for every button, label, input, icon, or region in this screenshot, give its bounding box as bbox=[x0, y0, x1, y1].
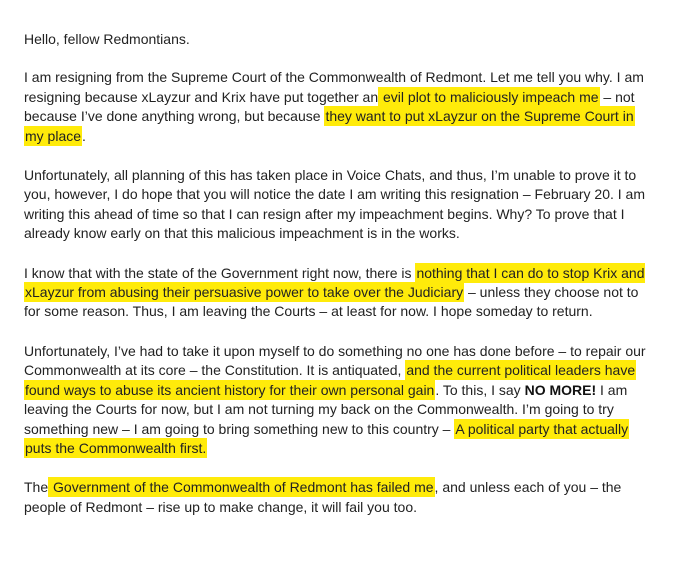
paragraph-constitution bbox=[24, 342, 654, 458]
paragraph-text: . bbox=[82, 127, 86, 144]
highlight: evil plot to maliciously impeach me bbox=[379, 88, 599, 105]
paragraph-resignation bbox=[24, 68, 654, 146]
paragraph-text: I am resigning from the Supreme Court of the Commonwealth of Redmont. Let me tell you why. I am resigning because xLayzur and Krix have put together an bbox=[24, 69, 644, 105]
highlight: A political party that actually puts the Commonwealth first. bbox=[25, 420, 629, 456]
paragraph-text: The bbox=[24, 479, 49, 496]
paragraph-text: . To this, I say bbox=[435, 381, 525, 398]
paragraph-text: I know that with the state of the Government right now, there is bbox=[24, 264, 416, 281]
resignation-letter bbox=[24, 30, 654, 537]
paragraph-government-state bbox=[24, 264, 654, 322]
paragraph-text: Unfortunately, I’ve had to take it upon myself to do something no one has done before – to repair our Commonwealth at its core – the Constitution. It is antiquated, bbox=[24, 342, 646, 379]
paragraph-text: I am leaving the Courts for now, but I am not turning my back on the Commonwealth. I’m going to try something new – I am going to bring something new to this country – bbox=[24, 381, 628, 437]
highlight: they want to put xLayzur on the Supreme Court in my place bbox=[25, 108, 634, 144]
paragraph-voice-chats: Unfortunately, all planning of this has taken place in Voice Chats, and thus, I’m unable to prove it to you, however, I do hope that you will notice the date I am writing this resignation – February 20. I am writing this ahead of time so that I can resign after my impeachment begins. Why? To prove that I already know early on that this malicious impeachment is in the works. bbox=[24, 167, 646, 242]
highlight: Government of the Commonwealth of Redmont has failed me bbox=[49, 479, 434, 496]
paragraph-text: – not because I’ve done anything wrong, but because bbox=[24, 88, 635, 125]
emphasis-text: NO MORE! bbox=[524, 381, 597, 398]
highlight: and the current political leaders have found ways to abuse its ancient history for their own personal gain bbox=[25, 362, 636, 398]
paragraph-text: – unless they choose not to for some reason. Thus, I am leaving the Courts – at least for now. I hope someday to return. bbox=[24, 284, 639, 320]
greeting: Hello, fellow Redmontians. bbox=[24, 31, 190, 47]
paragraph-text: , and unless each of you – the people of Redmont – rise up to make change, it will fail you too. bbox=[24, 479, 622, 515]
paragraph-closing bbox=[24, 478, 654, 517]
highlight: nothing that I can do to stop Krix and xLayzur from abusing their persuasive power to take over the Judiciary bbox=[25, 264, 645, 301]
